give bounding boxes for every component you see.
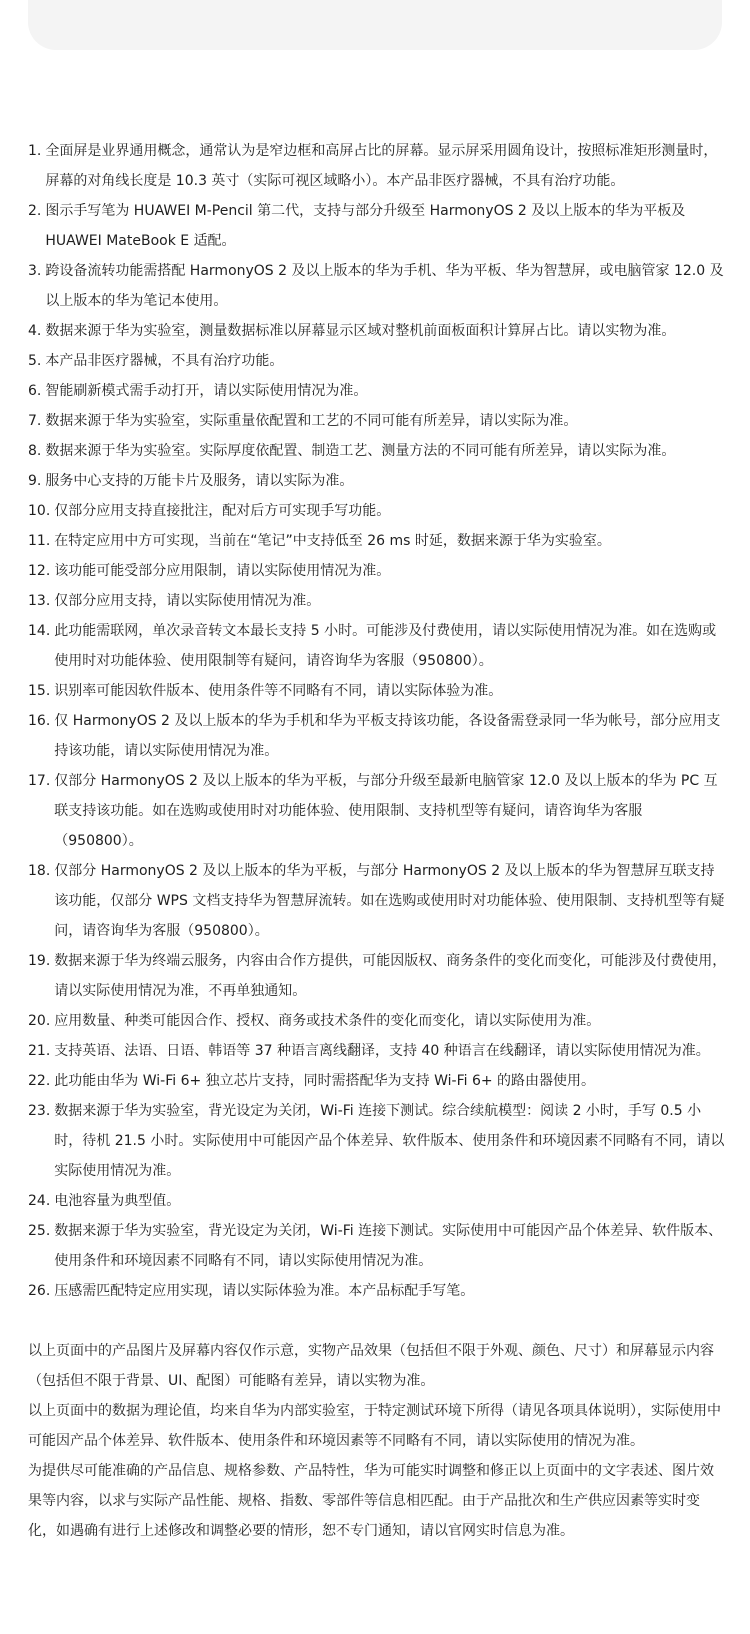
disclaimer-paragraph: 以上页面中的数据为理论值，均来自华为内部实验室，于特定测试环境下所得（请见各项具体说明），实际使用中可能因产品个体差异、软件版本、使用条件和环境因素等不同略有不同，请以实际使用的情况为准。: [28, 1403, 721, 1449]
footnote-item: [28, 556, 728, 586]
footnote-item: [28, 466, 728, 496]
footnote-number: 22.: [28, 1073, 51, 1089]
footnote-number: 19.: [28, 953, 51, 969]
footnote-text: 在特定应用中方可实现，当前在“笔记”中支持低至 26 ms 时延，数据来源于华为实验室。: [54, 533, 611, 549]
footnote-item: [28, 706, 728, 766]
footnote-item: [28, 586, 728, 616]
footnote-text: 数据来源于华为实验室，背光设定为关闭，Wi-Fi 连接下测试。综合续航模型：阅读 2 小时，手写 0.5 小时，待机 21.5 小时。实际使用中可能因产品个体差异、软件版本、使用条件和环境因素不同略有不同，请以实际使用情况为准。: [54, 1103, 725, 1179]
footnote-item: [28, 376, 728, 406]
footnotes-list: [28, 136, 728, 1306]
footnote-item: [28, 1096, 728, 1186]
footnote-item: [28, 256, 728, 316]
footnote-text: 仅部分 HarmonyOS 2 及以上版本的华为平板，与部分 HarmonyOS 2 及以上版本的华为智慧屏互联支持该功能，仅部分 WPS 文档支持华为智慧屏流转。如在选购或使用时对功能体验、使用限制、支持机型等有疑问，请咨询华为客服（950800）。: [54, 863, 725, 939]
footnote-number: 20.: [28, 1013, 51, 1029]
footnote-item: [28, 616, 728, 676]
footnote-text: 数据来源于华为实验室，实际重量依配置和工艺的不同可能有所差异，请以实际为准。: [45, 413, 578, 429]
footnote-text: 跨设备流转功能需搭配 HarmonyOS 2 及以上版本的华为手机、华为平板、华为智慧屏，或电脑管家 12.0 及以上版本的华为笔记本使用。: [45, 263, 724, 309]
footnote-number: 17.: [28, 773, 51, 789]
footnote-item: [28, 436, 728, 466]
footnote-number: 24.: [28, 1193, 51, 1209]
footnote-text: 支持英语、法语、日语、韩语等 37 种语言离线翻译，支持 40 种语言在线翻译，请以实际使用情况为准。: [54, 1043, 710, 1059]
footnote-number: 26.: [28, 1283, 51, 1299]
footnote-number: 4.: [28, 323, 42, 339]
footnote-text: 数据来源于华为实验室。实际厚度依配置、制造工艺、测量方法的不同可能有所差异，请以实际为准。: [45, 443, 676, 459]
footnote-number: 11.: [28, 533, 51, 549]
footnote-text: 服务中心支持的万能卡片及服务，请以实际为准。: [45, 473, 354, 489]
footnote-item: [28, 1006, 728, 1036]
footnote-text: 识别率可能因软件版本、使用条件等不同略有不同，请以实际体验为准。: [54, 683, 503, 699]
footnote-text: 本产品非医疗器械，不具有治疗功能。: [45, 353, 284, 369]
footnote-item: [28, 676, 728, 706]
footnote-item: [28, 196, 728, 256]
footnote-text: 仅部分应用支持，请以实际使用情况为准。: [54, 593, 321, 609]
disclaimer-paragraph: 为提供尽可能准确的产品信息、规格参数、产品特性，华为可能实时调整和修正以上页面中的文字表述、图片效果等内容，以求与实际产品性能、规格、指数、零部件等信息相匹配。由于产品批次和生产供应因素等实时变化，如遇确有进行上述修改和调整必要的情形，恕不专门通知，请以官网实时信息为准。: [28, 1463, 714, 1539]
footnote-number: 1.: [28, 143, 42, 159]
footnote-number: 8.: [28, 443, 42, 459]
footnote-number: 6.: [28, 383, 42, 399]
footnote-item: [28, 1276, 728, 1306]
footnote-item: [28, 1036, 728, 1066]
footnote-text: 数据来源于华为实验室，测量数据标准以屏幕显示区域对整机前面板面积计算屏占比。请以实物为准。: [45, 323, 676, 339]
footnote-item: [28, 946, 728, 1006]
footnote-text: 此功能由华为 Wi-Fi 6+ 独立芯片支持，同时需搭配华为支持 Wi-Fi 6+ 的路由器使用。: [54, 1073, 596, 1089]
footnote-text: 此功能需联网，单次录音转文本最长支持 5 小时。可能涉及付费使用，请以实际使用情况为准。如在选购或使用时对功能体验、使用限制等有疑问，请咨询华为客服（950800）。: [54, 623, 717, 669]
footnote-number: 5.: [28, 353, 42, 369]
footnote-item: [28, 346, 728, 376]
footnote-text: 压感需匹配特定应用实现，请以实际体验为准。本产品标配手写笔。: [54, 1283, 475, 1299]
footnote-number: 15.: [28, 683, 51, 699]
footnote-text: 电池容量为典型值。: [54, 1193, 181, 1209]
footnote-item: [28, 856, 728, 946]
footnote-text: 数据来源于华为终端云服务，内容由合作方提供，可能因版权、商务条件的变化而变化，可能涉及付费使用，请以实际使用情况为准，不再单独通知。: [54, 953, 727, 999]
footnote-number: 25.: [28, 1223, 51, 1239]
footnote-text: 智能刷新模式需手动打开，请以实际使用情况为准。: [45, 383, 368, 399]
footnote-item: [28, 526, 728, 556]
footnote-number: 16.: [28, 713, 51, 729]
footnote-number: 7.: [28, 413, 42, 429]
footnote-item: [28, 766, 728, 856]
footnote-item: [28, 1066, 728, 1096]
footnote-text: 仅部分应用支持直接批注，配对后方可实现手写功能。: [54, 503, 391, 519]
footnote-number: 21.: [28, 1043, 51, 1059]
footnote-item: [28, 406, 728, 436]
footnote-text: 该功能可能受部分应用限制，请以实际使用情况为准。: [54, 563, 391, 579]
footnote-item: [28, 496, 728, 526]
footnote-number: 18.: [28, 863, 51, 879]
footnote-number: 3.: [28, 263, 42, 279]
footnote-item: [28, 1216, 728, 1276]
footnote-number: 2.: [28, 203, 42, 219]
footnote-text: 应用数量、种类可能因合作、授权、商务或技术条件的变化而变化，请以实际使用为准。: [54, 1013, 601, 1029]
footnote-number: 13.: [28, 593, 51, 609]
footnote-text: 全面屏是业界通用概念，通常认为是窄边框和高屏占比的屏幕。显示屏采用圆角设计，按照标准矩形测量时，屏幕的对角线长度是 10.3 英寸（实际可视区域略小）。本产品非医疗器械，不具有治疗功能。: [45, 143, 718, 189]
footnote-item: [28, 136, 728, 196]
disclaimer-paragraph: 以上页面中的产品图片及屏幕内容仅作示意，实物产品效果（包括但不限于外观、颜色、尺寸）和屏幕显示内容（包括但不限于背景、UI、配图）可能略有差异，请以实物为准。: [28, 1343, 714, 1389]
footnote-text: 数据来源于华为实验室，背光设定为关闭，Wi-Fi 连接下测试。实际使用中可能因产品个体差异、软件版本、使用条件和环境因素不同略有不同，请以实际使用情况为准。: [54, 1223, 723, 1269]
footnote-text: 仅 HarmonyOS 2 及以上版本的华为手机和华为平板支持该功能，各设备需登录同一华为帐号，部分应用支持该功能，请以实际使用情况为准。: [54, 713, 721, 759]
disclaimer-section: [28, 1336, 722, 1546]
footnote-number: 10.: [28, 503, 51, 519]
footnote-text: 仅部分 HarmonyOS 2 及以上版本的华为平板，与部分升级至最新电脑管家 12.0 及以上版本的华为 PC 互联支持该功能。如在选购或使用时对功能体验、使用限制、支持机型等有疑问，请咨询华为客服（950800）。: [54, 773, 718, 849]
footnote-text: 图示手写笔为 HUAWEI M-Pencil 第二代，支持与部分升级至 HarmonyOS 2 及以上版本的华为平板及 HUAWEI MateBook E 适配。: [45, 203, 686, 249]
footnote-number: 14.: [28, 623, 51, 639]
top-card: [28, 0, 722, 50]
footnote-item: [28, 1186, 728, 1216]
footnote-number: 9.: [28, 473, 42, 489]
footnote-number: 23.: [28, 1103, 51, 1119]
footnote-item: [28, 316, 728, 346]
footnote-number: 12.: [28, 563, 51, 579]
